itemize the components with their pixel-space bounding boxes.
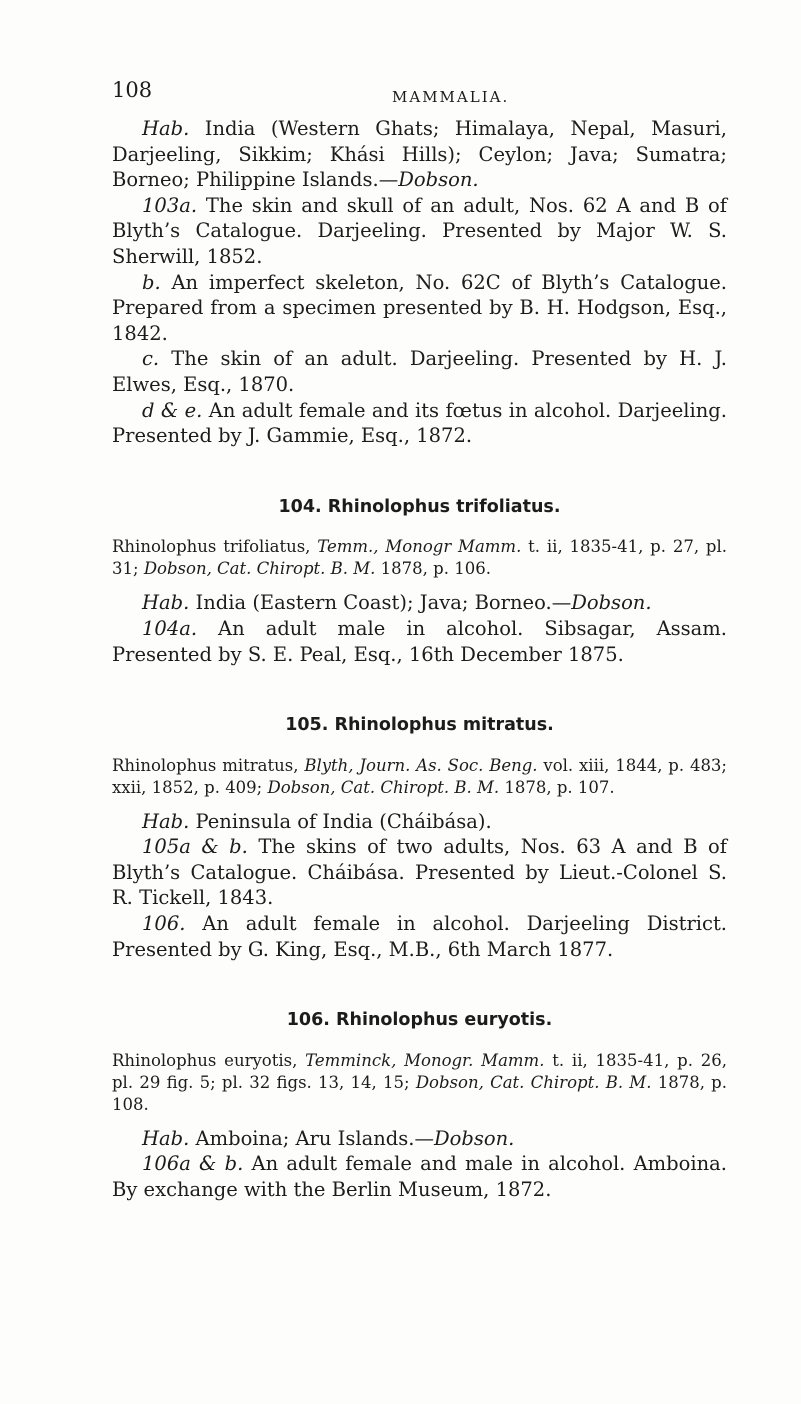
syn-name: Rhinolophus mitratus, [112, 755, 305, 775]
habitat-paragraph [112, 809, 727, 835]
hab-text: India (Eastern Coast); Java; Borneo.— [189, 591, 572, 615]
specimen-text: An adult female in alcohol. Darjeeling District. Presented by G. King, Esq., M.B., 6th March 1877. [112, 912, 727, 961]
specimen-entry [112, 834, 727, 911]
synonymy-paragraph [112, 1050, 727, 1116]
synonymy-paragraph [112, 755, 727, 799]
syn-reference: Blyth, Journ. As. Soc. Beng. [304, 755, 538, 775]
syn-text: 1878, p. 107. [499, 777, 615, 797]
species-heading: 106. Rhinolophus euryotis. [286, 1010, 553, 1031]
specimen-ref: d & e. [142, 398, 203, 422]
specimen-ref: 105a & b. [142, 835, 248, 859]
syn-text: 1878, p. 108. [112, 1072, 727, 1114]
hab-author: Dobson. [571, 591, 652, 615]
specimen-entry [112, 911, 727, 962]
specimen-entry [112, 1151, 727, 1202]
specimen-entry [112, 398, 727, 449]
syn-text: t. ii, 1835-41, p. 26, pl. 29 fig. 5; pl. 32 figs. 13, 14, 15; [112, 1050, 727, 1092]
hab-author: Dobson. [398, 168, 479, 192]
syn-name: Rhinolophus euryotis, [112, 1050, 306, 1070]
hab-text: Amboina; Aru Islands.— [189, 1126, 434, 1150]
page-number: 108 [112, 78, 153, 102]
syn-reference: Dobson, Cat. Chiropt. B. M. [143, 559, 376, 579]
specimen-ref: 106. [142, 912, 186, 936]
syn-reference: Temm., Monogr Mamm. [317, 537, 522, 557]
specimen-text: The skin and skull of an adult, Nos. 62 A and B of Blyth’s Catalogue. Darjeeling. Presented by Major W. S. Sherwill, 1852. [112, 193, 727, 268]
habitat-paragraph [112, 116, 727, 193]
syn-reference: Temminck, Monogr. Mamm. [305, 1050, 545, 1070]
specimen-text: An adult female and its fœtus in alcohol. Darjeeling. Presented by J. Gammie, Esq., 1872. [112, 398, 727, 448]
specimen-text: The skin of an adult. Darjeeling. Presented by H. J. Elwes, Esq., 1870. [112, 347, 727, 396]
specimen-ref: c. [142, 347, 160, 371]
hab-label: Hab. [142, 1126, 190, 1150]
hab-label: Hab. [142, 591, 190, 615]
running-title: MAMMALIA. [392, 88, 510, 106]
syn-reference: Dobson, Cat. Chiropt. B. M. [267, 777, 500, 797]
habitat-paragraph [112, 590, 727, 616]
specimen-entry [112, 616, 727, 667]
syn-reference: Dobson, Cat. Chiropt. B. M. [415, 1072, 652, 1092]
habitat-paragraph [112, 1126, 727, 1152]
specimen-text: An adult female and male in alcohol. Amboina. By exchange with the Berlin Museum, 1872. [112, 1152, 727, 1202]
hab-label: Hab. [142, 809, 190, 833]
hab-text: Peninsula of India (Cháibása). [189, 809, 492, 833]
specimen-entry [112, 346, 727, 397]
syn-name: Rhinolophus trifoliatus, [112, 537, 318, 557]
page-content [112, 116, 727, 1203]
hab-author: Dobson. [433, 1126, 515, 1150]
specimen-text: An imperfect skeleton, No. 62C of Blyth’s Catalogue. Prepared from a specimen presented by B. H. Hodgson, Esq., 1842. [112, 270, 727, 345]
hab-label: Hab. [142, 117, 190, 140]
syn-text: t. ii, 1835-41, p. 27, pl. 31; [112, 537, 727, 579]
hab-text: India (Western Ghats; Himalaya, Nepal, Masuri, Darjeeling, Sikkim; Khási Hills); Ceylon; Java; Sumatra; Borneo; Philippine Islands.— [112, 117, 727, 192]
specimen-text: An adult male in alcohol. Sibsagar, Assam. Presented by S. E. Peal, Esq., 16th December 1875. [112, 616, 727, 666]
syn-text: vol. xiii, 1844, p. 483; xxii, 1852, p. 409; [112, 755, 727, 797]
specimen-text: The skins of two adults, Nos. 63 A and B of Blyth’s Catalogue. Cháibása. Presented by Lieut.-Colonel S. R. Tickell, 1843. [112, 835, 728, 910]
specimen-entry [112, 270, 727, 347]
specimen-ref: 103a. [142, 193, 198, 217]
specimen-ref: 104a. [142, 616, 198, 640]
specimen-entry [112, 193, 727, 270]
species-heading: 104. Rhinolophus trifoliatus. [278, 496, 561, 517]
specimen-ref: b. [142, 270, 161, 294]
species-heading: 105. Rhinolophus mitratus. [285, 715, 554, 736]
synonymy-paragraph [112, 536, 727, 580]
syn-text: 1878, p. 106. [375, 559, 491, 579]
specimen-ref: 106a & b. [142, 1152, 244, 1176]
